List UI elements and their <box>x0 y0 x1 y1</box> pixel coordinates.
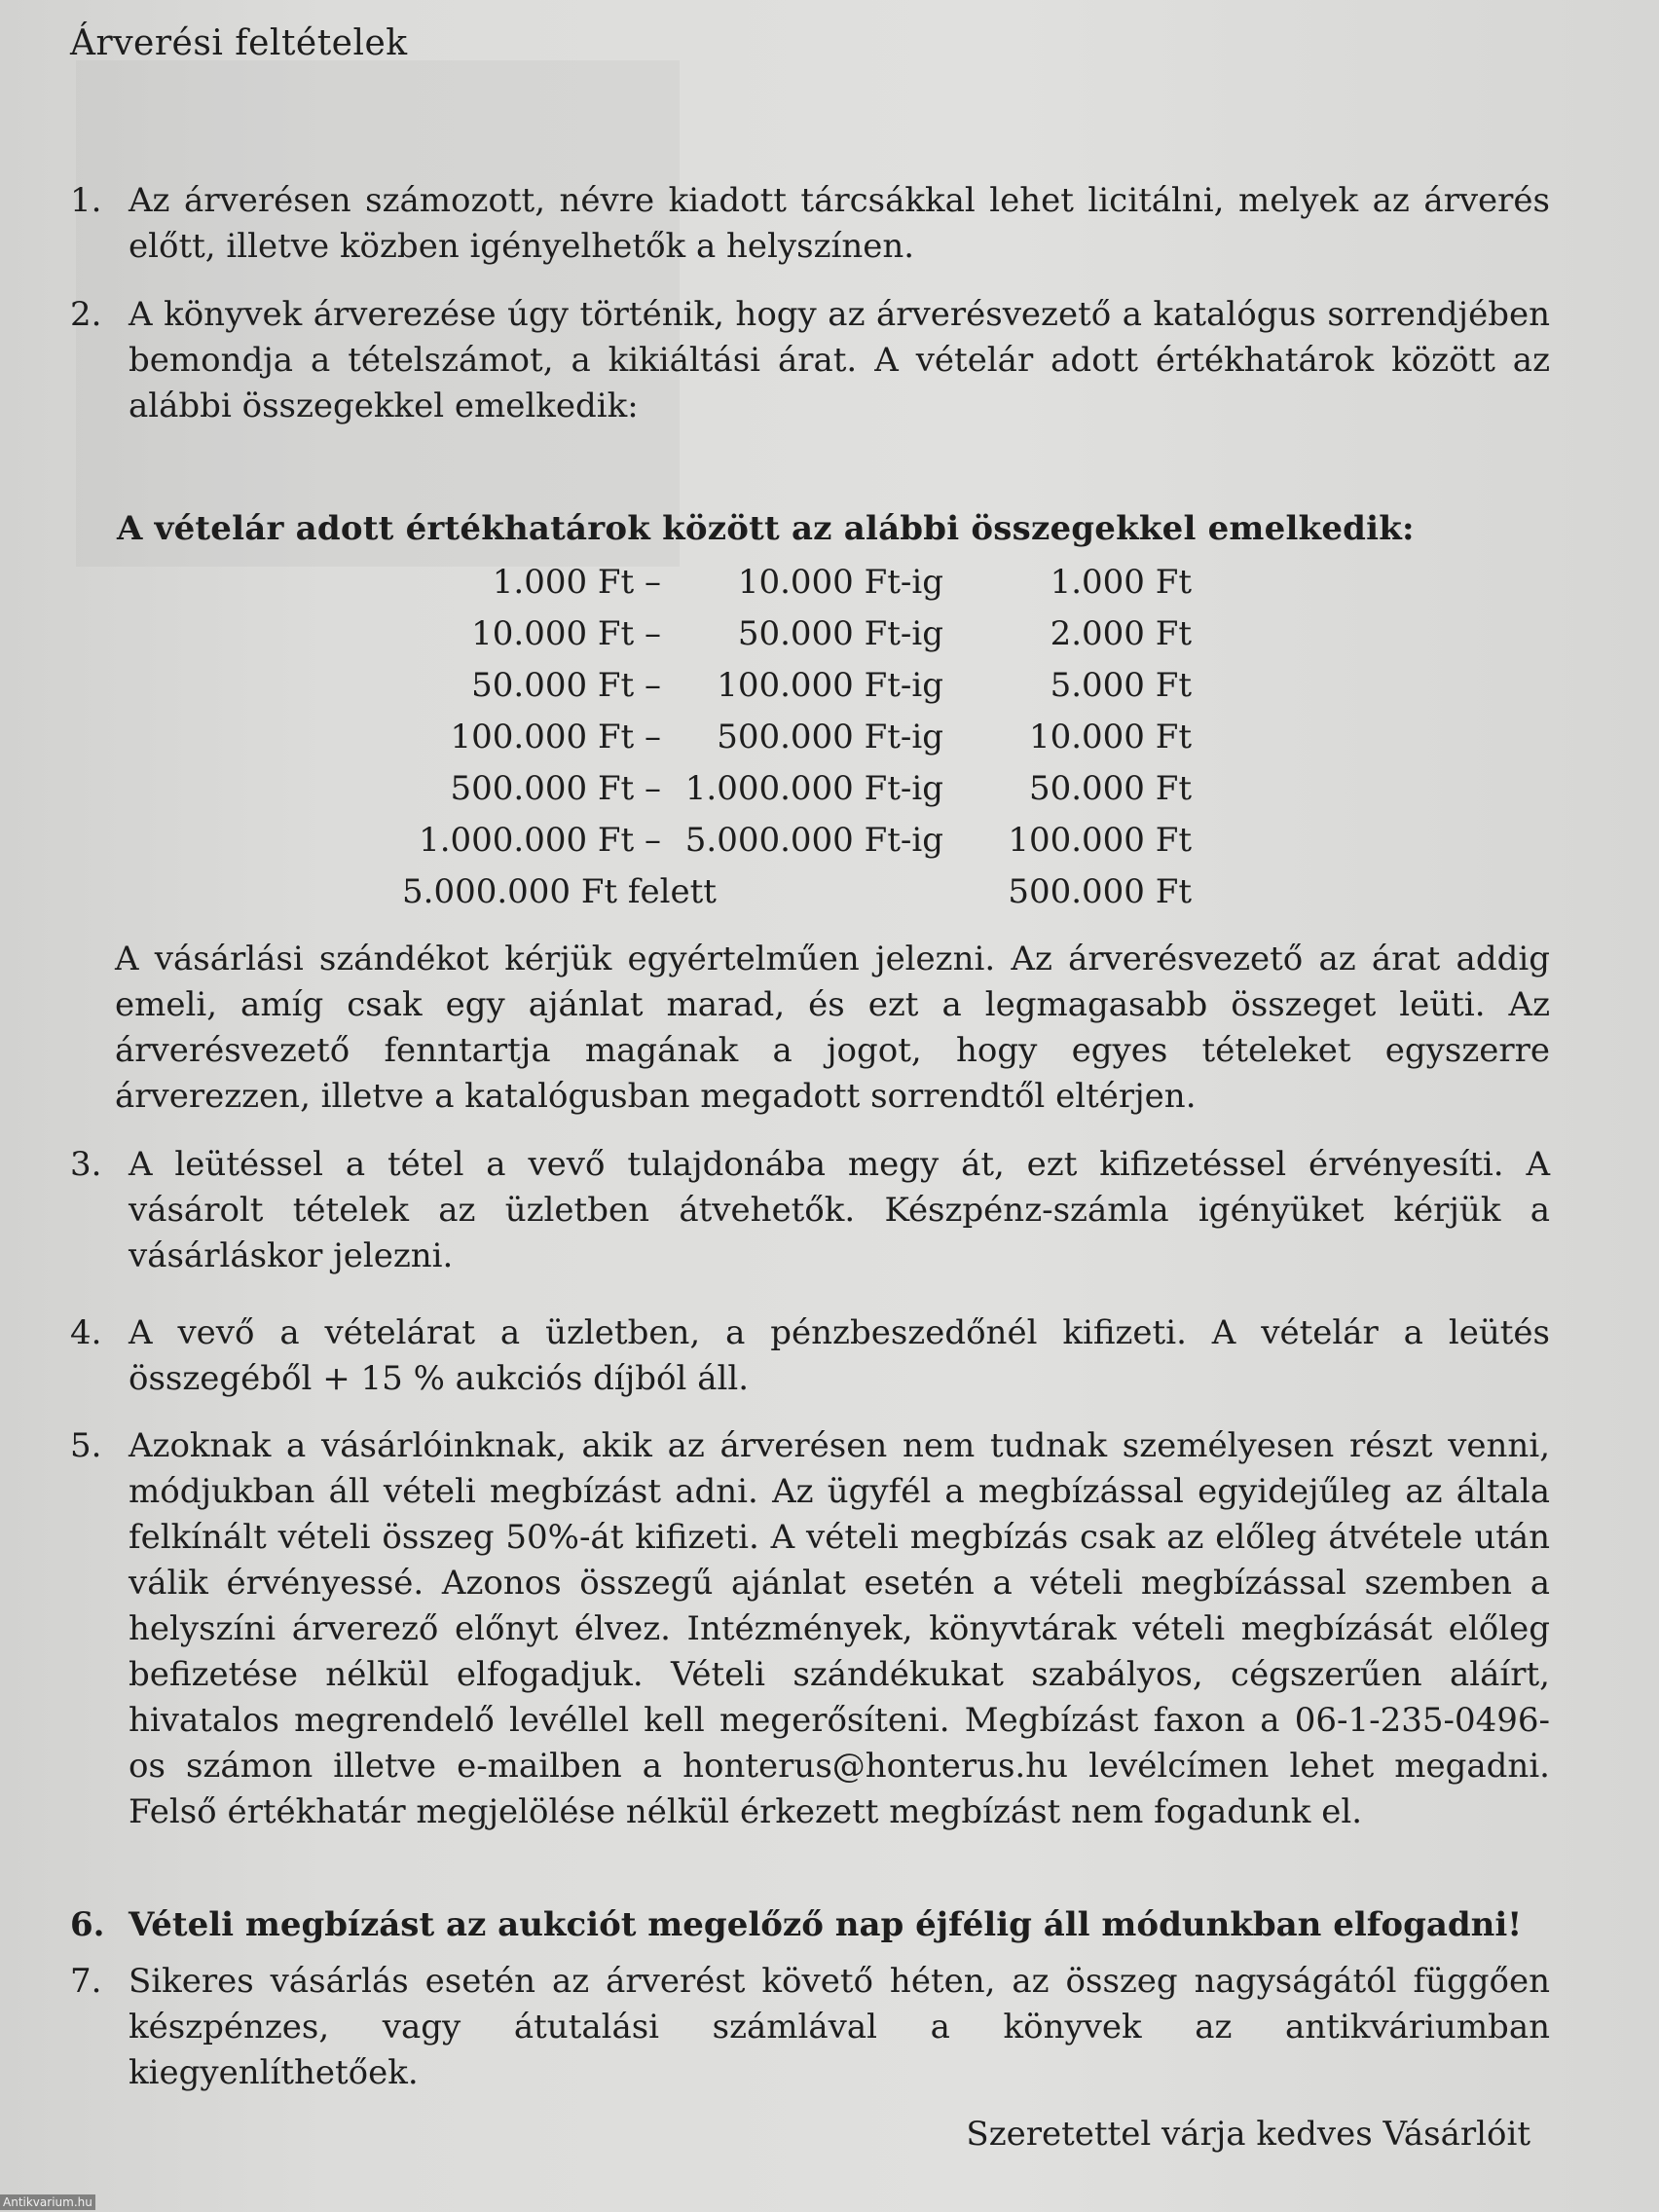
increment-row <box>0 763 1659 814</box>
increment-row <box>0 557 1659 608</box>
list-item-6 <box>70 1902 1550 1948</box>
increment-row-last <box>0 866 1659 917</box>
increment-step: 2.000 Ft <box>1050 614 1192 653</box>
list-item-text: Az árverésen számozott, névre kiadott tárcsákkal lehet licitálni, melyek az árverés előtt, illetve közben igényelhetők a helyszínen. <box>129 181 1550 266</box>
list-item-4 <box>70 1310 1550 1402</box>
list-item-2 <box>70 292 1550 429</box>
increment-step: 5.000 Ft <box>1050 666 1192 705</box>
range-from: 1.000 Ft – <box>492 563 661 602</box>
page-header: Árverési feltételek <box>70 23 408 63</box>
list-item-number: 1. <box>70 181 102 220</box>
list-item-5 <box>70 1423 1550 1835</box>
list-item-3 <box>70 1142 1550 1279</box>
increment-row <box>0 660 1659 711</box>
increment-step: 500.000 Ft <box>1008 872 1192 911</box>
range-to: 10.000 Ft-ig <box>737 563 943 602</box>
list-item-7 <box>70 1959 1550 2096</box>
range-to: 50.000 Ft-ig <box>737 614 943 653</box>
increment-row <box>0 712 1659 762</box>
range-from: 100.000 Ft – <box>450 718 661 756</box>
list-item-text: A könyvek árverezése úgy történik, hogy az árverésvezető a katalógus sorrendjében bemondja a tételszámot, a kikiáltási árat. A vételár adott értékhatárok között az alábbi összegekkel emelkedik: <box>129 295 1550 425</box>
range-to: 500.000 Ft-ig <box>717 718 943 756</box>
list-item-text: A leütéssel a tétel a vevő tulajdonába megy át, ezt kifizetéssel érvényesíti. A vásárolt tételek az üzletben átvehetők. Készpénz-számla igényüket kérjük a vásárláskor jelezni. <box>129 1145 1550 1275</box>
increment-table-title: A vételár adott értékhatárok között az alábbi összegekkel emelkedik: <box>117 509 1415 548</box>
increment-step: 100.000 Ft <box>1008 821 1192 860</box>
range-to: 5.000.000 Ft-ig <box>684 821 943 860</box>
range-to: 100.000 Ft-ig <box>717 666 943 705</box>
range-from: 1.000.000 Ft – <box>419 821 661 860</box>
range-from: 5.000.000 Ft felett <box>402 872 717 911</box>
increment-step: 50.000 Ft <box>1028 769 1192 808</box>
list-item-text: Sikeres vásárlás esetén az árverést követő héten, az összeg nagyságától függően készpénzes, vagy átutalási számlával a könyvek az antikváriumban kiegyenlíthetőek. <box>129 1962 1550 2092</box>
range-from: 10.000 Ft – <box>471 614 661 653</box>
range-from: 500.000 Ft – <box>450 769 661 808</box>
increment-row <box>0 815 1659 866</box>
increment-row <box>0 608 1659 659</box>
watermark: Antikvarium.hu <box>0 2194 95 2210</box>
list-item-text: Vételi megbízást az aukciót megelőző nap éjfélig áll módunkban elfogadni! <box>129 1905 1523 1944</box>
list-item-text: Azoknak a vásárlóinknak, akik az árverésen nem tudnak személyesen részt venni, módjukban áll vételi megbízást adni. Az ügyfél a megbízással egyidejűleg az általa felkínált vételi összeg 50%-át kifizeti. A vételi megbízás csak az előleg átvétele után válik érvényessé. Azonos összegű ajánlat esetén a vételi megbízással szemben a helyszíni árverező előnyt élvez. Intézmények, könyvtárak vételi megbízását előleg befizetése nélkül elfogadjuk. Vételi szándékukat szabályos, cégszerűen aláírt, hivatalos megrendelő levéllel kell megerősíteni. Megbízást faxon a 06-1-235-0496-os számon illetve e-mailben a honterus@honterus.hu levélcímen lehet megadni. Felső értékhatár megjelölése nélkül érkezett megbízást nem fogadunk el. <box>129 1426 1550 1831</box>
list-item-number: 7. <box>70 1962 102 2001</box>
list-item-number: 3. <box>70 1145 102 1184</box>
increment-step: 1.000 Ft <box>1050 563 1192 602</box>
increment-step: 10.000 Ft <box>1028 718 1192 756</box>
signoff-line: Szeretettel várja kedves Vásárlóit <box>966 2115 1530 2154</box>
list-item-number: 6. <box>70 1905 105 1944</box>
range-to: 1.000.000 Ft-ig <box>684 769 943 808</box>
list-item-1 <box>70 178 1550 270</box>
list-item-number: 5. <box>70 1426 102 1465</box>
list-item-number: 4. <box>70 1313 102 1352</box>
list-item-text: A vevő a vételárat a üzletben, a pénzbeszedőnél kifizeti. A vételár a leütés összegéből + 15 % aukciós díjból áll. <box>129 1313 1550 1398</box>
list-item-number: 2. <box>70 295 102 334</box>
range-from: 50.000 Ft – <box>471 666 661 705</box>
bidding-paragraph: A vásárlási szándékot kérjük egyértelműen jelezni. Az árverésvezető az árat addig emeli, amíg csak egy ajánlat marad, és ezt a legmagasabb összeget leüti. Az árverésvezető fenntartja magának a jogot, hogy egyes tételeket egyszerre árverezzen, illetve a katalógusban megadott sorrendtől eltérjen. <box>115 940 1550 1116</box>
